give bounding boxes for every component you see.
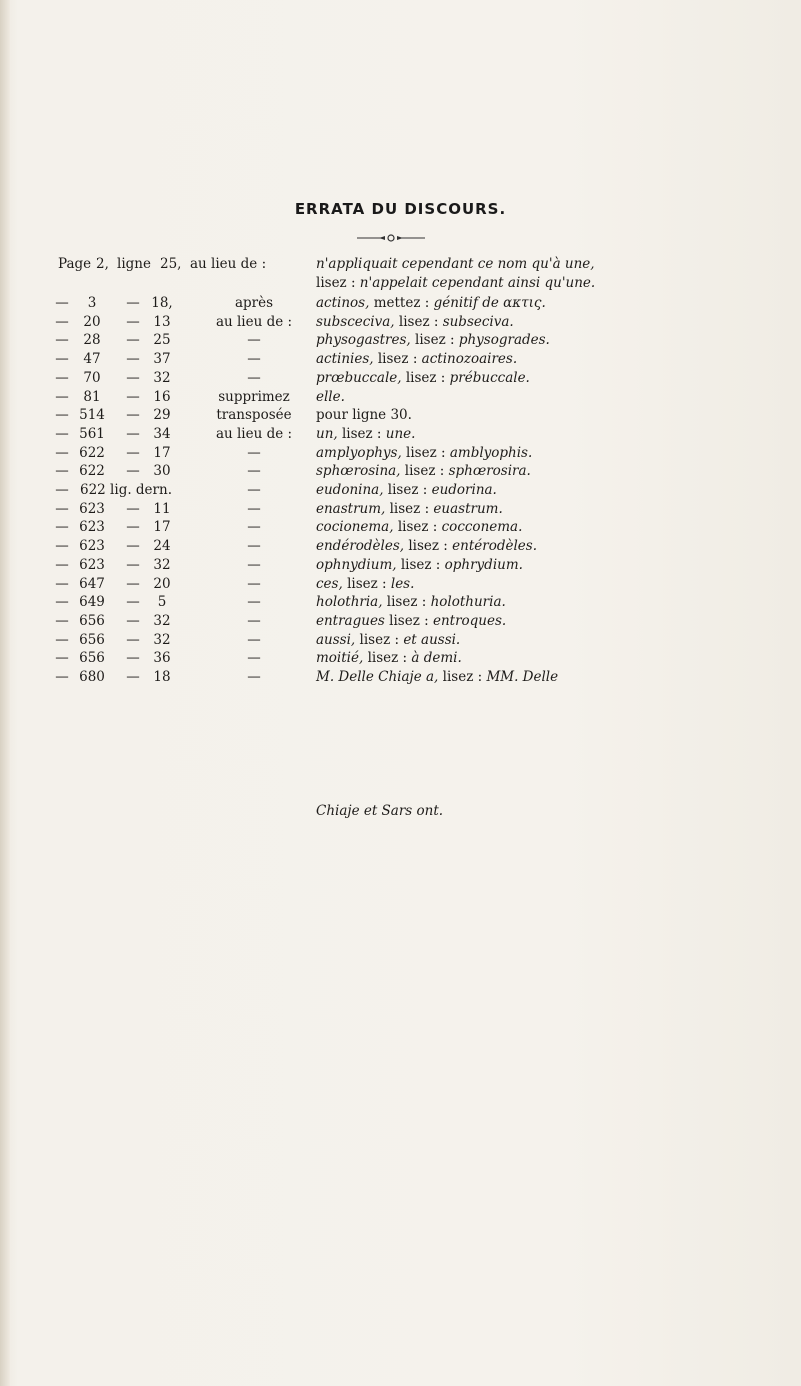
row-action: — [247, 500, 261, 517]
row-dash: — [126, 313, 140, 330]
line-number: 25, [160, 256, 182, 272]
erroneous-word: subsceciva, [316, 313, 395, 330]
lisez-label: lisez : [401, 444, 450, 461]
row-correction [316, 369, 530, 388]
row-line-number: 24 [153, 538, 171, 555]
row-dash: — [126, 369, 140, 386]
action-label: au lieu de : [190, 256, 267, 272]
row-line-number: 11 [153, 500, 171, 517]
row-action: — [247, 482, 261, 498]
corrected-word: et aussi. [403, 631, 461, 648]
erroneous-word: ces, [316, 575, 343, 592]
row-line-number: 32 [153, 369, 171, 386]
row-page-number: 656 [79, 650, 105, 667]
row-line-number: 20 [153, 575, 171, 592]
corrected-word: actinozoaires. [421, 351, 518, 368]
row-correction [316, 462, 531, 481]
row-page-number: 647 [79, 575, 105, 592]
row-line-number: 29 [153, 407, 171, 424]
lisez-label: lisez : [404, 538, 453, 555]
row-action: — [247, 369, 261, 386]
row-page-number: 649 [79, 594, 105, 611]
row-action: transposée [216, 407, 292, 424]
corrected-word: prébuccale. [449, 369, 530, 386]
corrected-word: sphœrosira. [448, 463, 531, 480]
lisez-label: lisez : [401, 369, 450, 386]
row-page-number: 28 [83, 332, 101, 349]
row-correction [316, 350, 517, 369]
errata-row [0, 481, 801, 500]
row-dash: — [55, 650, 69, 667]
row-correction [316, 313, 514, 332]
erroneous-word: elle. [316, 388, 345, 405]
row-correction [316, 537, 537, 556]
errata-continuation [316, 274, 595, 293]
row-dash: — [55, 369, 69, 386]
row-page-number: 622 [79, 463, 105, 480]
row-dash: — [126, 388, 140, 405]
row-correction [316, 593, 506, 612]
row-correction [316, 575, 414, 594]
decorative-rule-ornament-icon [355, 232, 427, 244]
lisez-label: lisez : [316, 275, 360, 291]
lisez-label: lisez : [385, 500, 434, 517]
row-page-number: 561 [79, 425, 105, 442]
corrected-text: n'appelait cependant ainsi qu'une. [359, 275, 596, 291]
erroneous-word: sphœrosina, [316, 463, 401, 480]
row-dash: — [55, 463, 69, 480]
row-dash: — [55, 482, 69, 498]
errata-row [0, 313, 801, 332]
erroneous-word: ophnydium, [316, 556, 397, 573]
corrected-word: une. [385, 425, 416, 442]
row-page-number: 623 [79, 500, 105, 517]
row-correction [316, 612, 506, 631]
row-dash: — [126, 538, 140, 555]
row-page-number: 623 [79, 556, 105, 573]
errata-row [0, 406, 801, 425]
errata-row [0, 444, 801, 463]
row-dash: — [126, 295, 140, 311]
corrected-word: cocconema. [441, 519, 523, 536]
row-correction [316, 500, 503, 519]
row-line-number: 17 [153, 519, 171, 536]
row-line-number: 17 [153, 444, 171, 461]
row-dash: — [126, 407, 140, 424]
row-page-number: 81 [83, 388, 101, 405]
lisez-label: lisez : [400, 463, 449, 480]
erroneous-word: amplyophys, [316, 444, 402, 461]
row-line-number: 32 [153, 556, 171, 573]
row-action: — [247, 631, 261, 648]
row-line-number: 18 [153, 669, 171, 685]
row-correction [316, 668, 558, 687]
erroneous-word: moitié, [316, 650, 364, 667]
erroneous-text: n'appliquait cependant ce nom qu'à une, [316, 256, 595, 272]
corrected-word: les. [390, 575, 415, 592]
row-dash: — [126, 669, 140, 685]
row-action: — [247, 332, 261, 349]
erroneous-word: actinies, [316, 351, 374, 368]
lisez-label: lisez : [383, 482, 432, 498]
lisez-label: lisez : [355, 631, 404, 648]
row-correction [316, 481, 497, 500]
errata-row [0, 537, 801, 556]
row-correction [316, 631, 460, 650]
corrected-word: subseciva. [442, 313, 514, 330]
lisez-label: lisez : [410, 332, 459, 349]
row-dash: — [126, 519, 140, 536]
row-dash: — [55, 669, 69, 685]
row-line-number: 32 [153, 631, 171, 648]
corrected-word: ophrydium. [444, 556, 523, 573]
page-title: ERRATA DU DISCOURS. [294, 200, 507, 218]
page-label: Page [58, 256, 92, 272]
row-action: — [247, 444, 261, 461]
row-action: — [247, 575, 261, 592]
corrected-word: génitif de ακτις. [433, 295, 546, 311]
row-action: — [247, 519, 261, 536]
errata-row [0, 518, 801, 537]
row-action: après [234, 295, 274, 311]
lisez-label: mettez : [369, 295, 434, 311]
row-dash: — [126, 575, 140, 592]
lisez-label: lisez : [396, 556, 445, 573]
corrected-word: holothuria. [430, 594, 506, 611]
row-dash: — [126, 650, 140, 667]
row-line-number: 5 [157, 594, 167, 611]
lisez-label: lisez : [393, 519, 442, 536]
row-dash: — [55, 556, 69, 573]
corrected-word: physogrades. [458, 332, 550, 349]
errata-row [0, 631, 801, 650]
row-line-number: 18, [151, 295, 173, 311]
row-page-number: 20 [83, 313, 101, 330]
errata-row-header [0, 255, 801, 274]
row-page-number: 514 [79, 407, 105, 424]
row-action: — [247, 351, 261, 368]
errata-last-continuation: Chiaje et Sars ont. [316, 803, 444, 819]
row-correction [316, 518, 522, 537]
row-dash: — [126, 612, 140, 629]
lisez-label: lisez : [384, 612, 433, 629]
erroneous-word: entragues [316, 612, 385, 629]
row-correction [316, 556, 523, 575]
row-correction [316, 406, 412, 425]
lisez-label: lisez : [438, 669, 487, 685]
row-page-number: 623 [79, 538, 105, 555]
row-action: au lieu de : [215, 425, 293, 442]
row-page-number: 47 [83, 351, 101, 368]
corrected-word: eudorina. [431, 482, 497, 498]
row-line-number: 13 [153, 313, 171, 330]
row-action: supprimez [218, 388, 290, 405]
row-line-number: 30 [153, 463, 171, 480]
row-dash: — [55, 407, 69, 424]
row-dash: — [126, 425, 140, 442]
row-correction [316, 388, 345, 407]
row-dash: — [126, 631, 140, 648]
row-page-number: 656 [79, 612, 105, 629]
corrected-word: MM. Delle [486, 669, 559, 685]
row-dash: — [126, 463, 140, 480]
row-action: — [247, 463, 261, 480]
row-line-number: 37 [153, 351, 171, 368]
row-dash: — [55, 538, 69, 555]
row-action: — [247, 669, 261, 685]
errata-row [0, 294, 801, 313]
row-page-number: 656 [79, 631, 105, 648]
erroneous-word: physogastres, [316, 332, 411, 349]
errata-row [0, 388, 801, 407]
errata-row [0, 462, 801, 481]
row-line-number: 32 [153, 612, 171, 629]
errata-row [0, 331, 801, 350]
errata-row [0, 500, 801, 519]
lisez-label: lisez : [373, 351, 422, 368]
row-dash: — [55, 313, 69, 330]
lisez-label: lisez : [337, 425, 386, 442]
lisez-label: lisez : [342, 575, 391, 592]
corrected-word: amblyophis. [449, 444, 533, 461]
corrected-word: entérodèles. [452, 538, 537, 555]
errata-row [0, 369, 801, 388]
erroneous-word: actinos, [316, 295, 370, 311]
row-page-number: 680 [79, 669, 105, 685]
errata-row [0, 575, 801, 594]
row-dash: — [55, 612, 69, 629]
errata-row [0, 612, 801, 631]
row-dash: — [126, 556, 140, 573]
row-correction [316, 444, 532, 463]
row-dash: — [126, 332, 140, 349]
errata-row [0, 649, 801, 668]
corrected-word: euastrum. [433, 500, 503, 517]
row-dash: — [55, 444, 69, 461]
row-line-number: 34 [153, 425, 171, 442]
row-dash: — [55, 500, 69, 517]
row-page-number: 70 [83, 369, 101, 386]
row-line-number: 36 [153, 650, 171, 667]
row-action: au lieu de : [215, 313, 293, 330]
row-dash: — [126, 351, 140, 368]
lisez-label: lisez : [382, 594, 431, 611]
lisez-label: pour ligne 30. [316, 407, 412, 424]
erroneous-word: enastrum, [316, 500, 386, 517]
row-correction [316, 425, 415, 444]
row-dash: — [55, 519, 69, 536]
erroneous-word: prœbuccale, [316, 369, 402, 386]
row-line-number: 16 [153, 388, 171, 405]
errata-row [0, 425, 801, 444]
erroneous-word: eudonina, [316, 482, 384, 498]
row-dash: — [55, 388, 69, 405]
row-action: — [247, 594, 261, 611]
erroneous-word: endérodèles, [316, 538, 405, 555]
erroneous-word: M. Delle Chiaje a, [316, 669, 439, 685]
erroneous-word: cocionema, [316, 519, 394, 536]
row-dash: — [126, 444, 140, 461]
row-dash: — [126, 500, 140, 517]
row-page-number: 622 [79, 444, 105, 461]
corrected-word: entroques. [432, 612, 507, 629]
errata-row [0, 593, 801, 612]
erroneous-word: aussi, [316, 631, 356, 648]
row-action: — [247, 556, 261, 573]
row-action: — [247, 612, 261, 629]
erroneous-word: holothria, [316, 594, 383, 611]
errata-row [0, 350, 801, 369]
row-dash: — [55, 351, 69, 368]
erroneous-word: un, [316, 425, 338, 442]
row-dash: — [55, 594, 69, 611]
row-correction [316, 294, 546, 313]
row-dash: — [55, 575, 69, 592]
page-number: 2, [96, 256, 109, 272]
row-correction [316, 331, 550, 350]
row-dash: — [126, 594, 140, 611]
row-dash: — [55, 332, 69, 349]
row-page-number: 622 lig. dern. [80, 482, 172, 498]
row-dash: — [55, 631, 69, 648]
lisez-label: lisez : [394, 313, 443, 330]
row-line-number: 25 [153, 332, 171, 349]
corrected-word: à demi. [411, 650, 462, 667]
row-action: — [247, 650, 261, 667]
row-correction [316, 649, 462, 668]
lisez-label: lisez : [363, 650, 412, 667]
row-dash: — [55, 295, 69, 311]
errata-row [0, 668, 801, 687]
row-action: — [247, 538, 261, 555]
errata-row [0, 556, 801, 575]
row-page-number: 3 [87, 295, 97, 311]
row-dash: — [55, 425, 69, 442]
ligne-label: ligne [117, 256, 151, 272]
row-page-number: 623 [79, 519, 105, 536]
